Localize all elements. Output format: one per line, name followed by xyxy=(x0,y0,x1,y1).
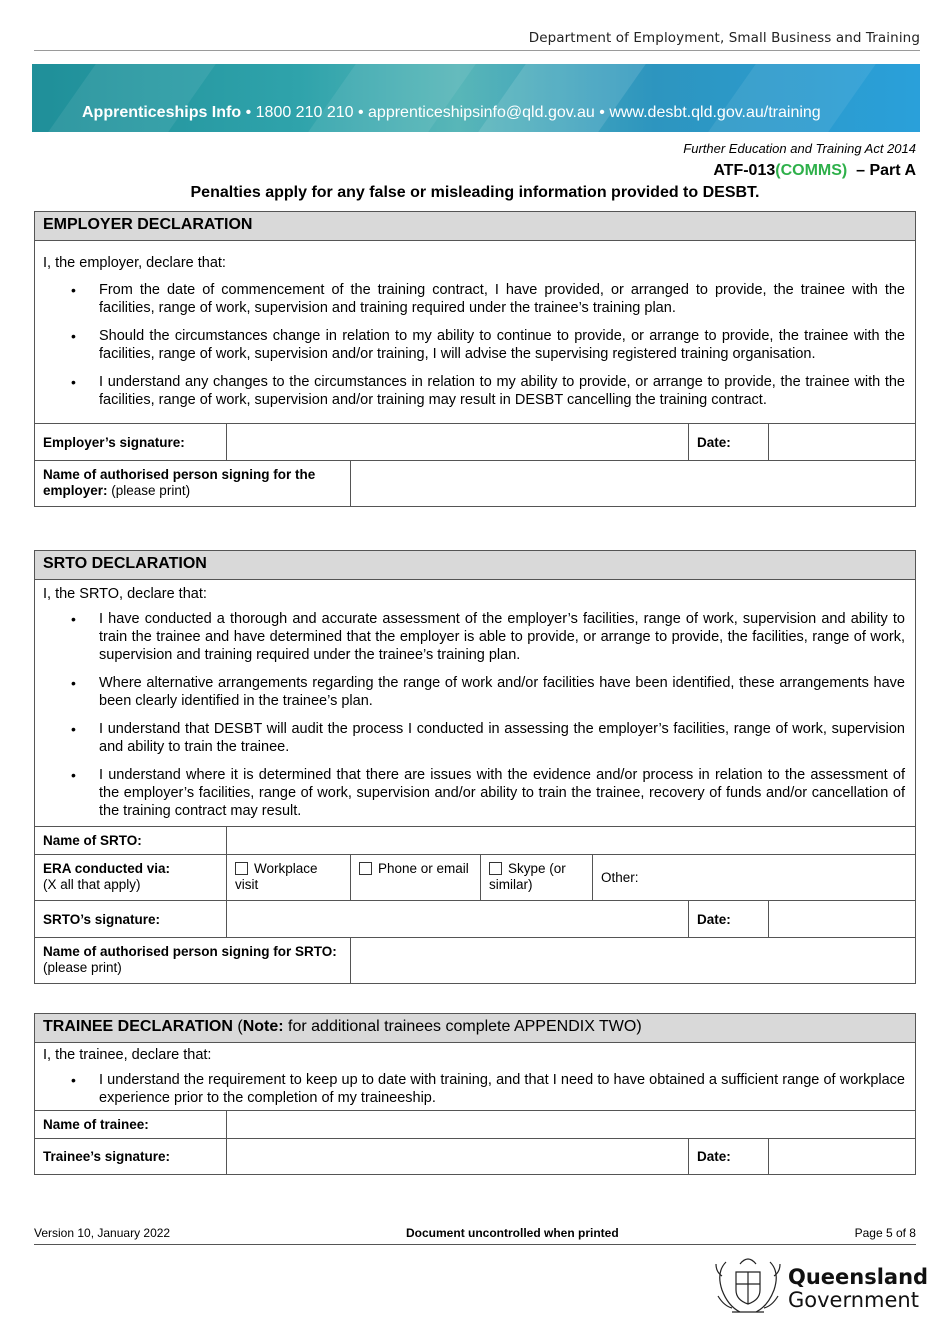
list-item: • Where alternative arrangements regarding the range of work and/or facilities have been identified, these arrangements have been clearly identified in the trainee’s plan. xyxy=(99,674,905,710)
list-item: • I have conducted a thorough and accurate assessment of the employer’s facilities, range of work, supervision and ability to train the trainee and have determined that the employer is able to provide, or arrange to provide, the facilities, range of work, supervision and training required under the trainee’s training plan. xyxy=(99,610,905,664)
trainee-declaration-section xyxy=(34,1013,916,1175)
srto-authorised-name-field[interactable] xyxy=(351,938,915,983)
page-number: Page 5 of 8 xyxy=(854,1226,916,1240)
list-item: • I understand the requirement to keep up to date with training, and that I need to have obtained a sufficient range of workplace experience prior to the completion of my traineeship. xyxy=(99,1071,905,1107)
banner-contact-line: Apprenticeships Info • 1800 210 210 • apprenticeshipsinfo@qld.gov.au • www.desbt.qld.gov.au/training xyxy=(82,104,821,121)
era-option-skype[interactable]: Skype (or similar) xyxy=(481,855,593,900)
employer-authorised-name-field[interactable] xyxy=(351,461,915,506)
banner-website-link[interactable]: www.desbt.qld.gov.au/training xyxy=(609,104,821,121)
list-item: • I understand any changes to the circumstances in relation to my ability to provide, or arrange to provide, the trainee with the facilities, range of work, supervision and/or training may result in DESBT cancelling the training contract. xyxy=(99,373,905,409)
list-item: • I understand where it is determined that there are issues with the evidence and/or process in relation to the assessment of the employer’s facilities, range of work, supervision and/or ability to train the trainee, recovery of funds and/or cancellation of the training contract may result. xyxy=(99,766,905,820)
employer-authorised-name-label: Name of authorised person signing for the employer: (please print) xyxy=(35,461,351,506)
version-text: Version 10, January 2022 xyxy=(34,1226,171,1240)
employer-bullet-list xyxy=(35,271,915,423)
era-option-phone[interactable]: Phone or email xyxy=(351,855,481,900)
phone-checkbox[interactable] xyxy=(359,862,372,875)
srto-date-field[interactable] xyxy=(769,901,915,937)
act-reference: Further Education and Training Act 2014 xyxy=(683,141,916,156)
srto-intro: I, the SRTO, declare that: xyxy=(43,586,207,602)
trainee-bullet-list xyxy=(35,1063,915,1107)
banner-email-link[interactable]: apprenticeshipsinfo@qld.gov.au xyxy=(368,104,595,121)
trainee-date-label: Date: xyxy=(689,1139,769,1174)
srto-declaration-section xyxy=(34,550,916,984)
employer-date-field[interactable] xyxy=(769,424,915,460)
trainee-name-field[interactable] xyxy=(227,1111,915,1138)
srto-name-field[interactable] xyxy=(227,827,915,854)
srto-signature-field[interactable] xyxy=(227,901,689,937)
page-footer xyxy=(34,1226,916,1240)
uncontrolled-notice: Document uncontrolled when printed xyxy=(406,1226,619,1240)
trainee-signature-label: Trainee’s signature: xyxy=(35,1139,227,1174)
trainee-name-label: Name of trainee: xyxy=(35,1111,227,1138)
trainee-date-field[interactable] xyxy=(769,1139,915,1174)
banner-phone[interactable]: 1800 210 210 xyxy=(255,104,354,121)
trainee-intro: I, the trainee, declare that: xyxy=(43,1047,212,1063)
workplace-checkbox[interactable] xyxy=(235,862,248,875)
department-name: Department of Employment, Small Business and Training xyxy=(528,30,920,46)
banner-title: Apprenticeships Info xyxy=(82,104,242,121)
form-code: ATF-013(COMMS) – Part A xyxy=(713,162,916,179)
skype-checkbox[interactable] xyxy=(489,862,502,875)
employer-intro: I, the employer, declare that: xyxy=(43,255,226,271)
list-item: • Should the circumstances change in relation to my ability to continue to provide, or arrange to provide, the trainee with the facilities, range of work, supervision and/or training, I will advise the supervising registered training organisation. xyxy=(99,327,905,363)
employer-date-label: Date: xyxy=(689,424,769,460)
employer-signature-field[interactable] xyxy=(227,424,689,460)
header-divider xyxy=(34,50,920,51)
penalty-notice: Penalties apply for any false or misleading information provided to DESBT. xyxy=(190,184,760,201)
footer-divider xyxy=(34,1244,916,1245)
trainee-declaration-heading: TRAINEE DECLARATION (Note: for additional trainees complete APPENDIX TWO) xyxy=(35,1014,915,1043)
era-option-workplace[interactable]: Workplace visit xyxy=(227,855,351,900)
srto-date-label: Date: xyxy=(689,901,769,937)
srto-name-label: Name of SRTO: xyxy=(35,827,227,854)
era-other-label: Other: xyxy=(601,870,639,885)
srto-signature-label: SRTO’s signature: xyxy=(35,901,227,937)
srto-declaration-heading: SRTO DECLARATION xyxy=(35,551,915,580)
era-conducted-label: ERA conducted via: (X all that apply) xyxy=(35,855,227,900)
era-other-field[interactable] xyxy=(593,855,915,900)
employer-declaration-section xyxy=(34,211,916,507)
list-item: • From the date of commencement of the training contract, I have provided, or arranged to provide, the trainee with the facilities, range of work, supervision and training required under the trainee’s training plan. xyxy=(99,281,905,317)
queensland-government-wordmark: Queensland Government xyxy=(788,1265,929,1312)
trainee-signature-field[interactable] xyxy=(227,1139,689,1174)
list-item: • I understand that DESBT will audit the process I conducted in assessing the employer’s facilities, range of work, supervision and ability to train the trainee. xyxy=(99,720,905,756)
info-banner xyxy=(32,64,920,132)
employer-declaration-heading: EMPLOYER DECLARATION xyxy=(35,212,915,241)
employer-signature-label: Employer’s signature: xyxy=(35,424,227,460)
srto-bullet-list xyxy=(35,602,915,820)
srto-authorised-name-label: Name of authorised person signing for SRTO: (please print) xyxy=(35,938,351,983)
